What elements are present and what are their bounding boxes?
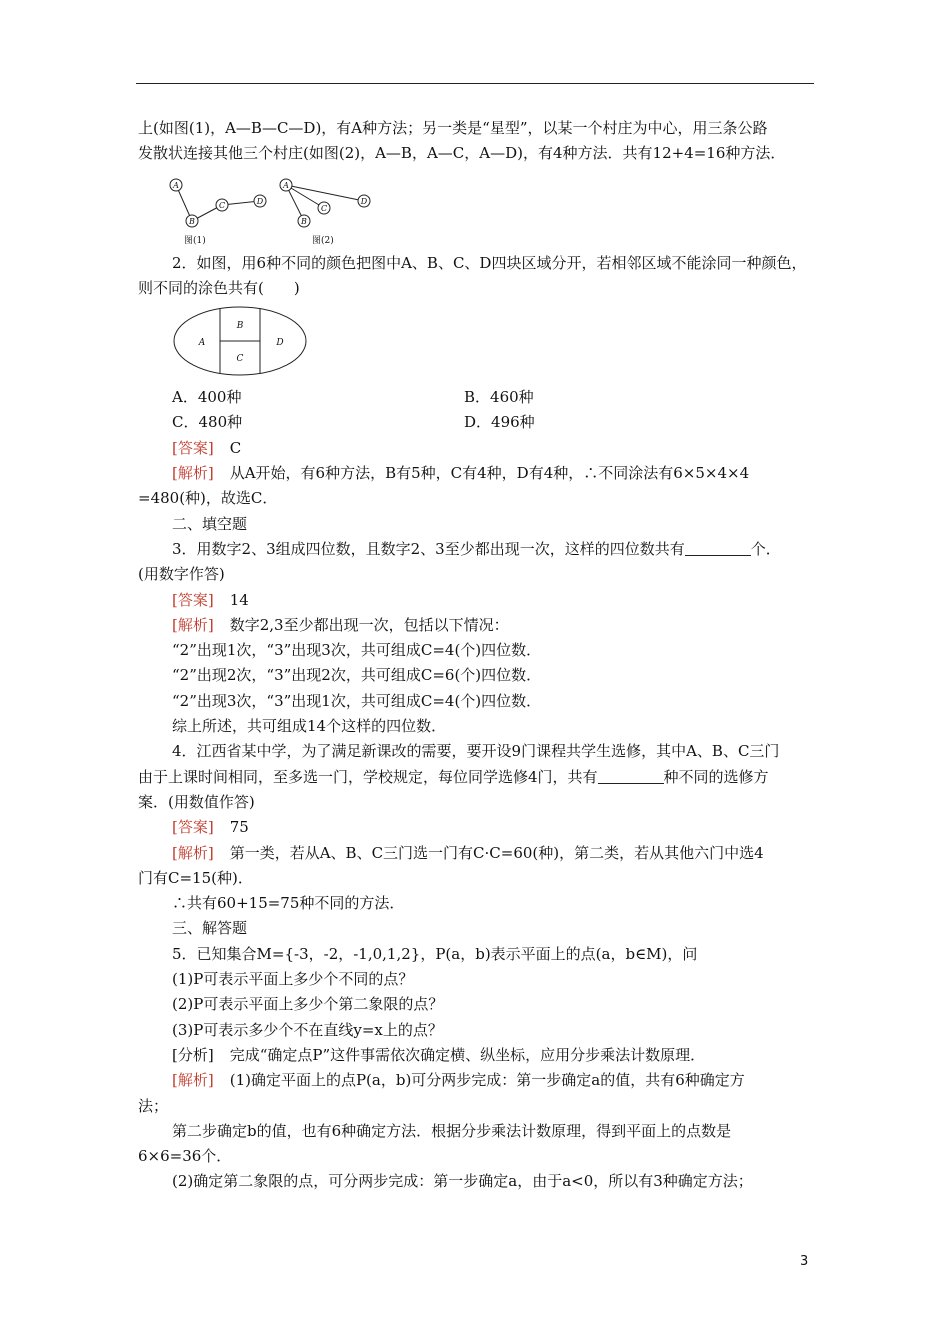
text-line: (3)P可表示多少个不在直线y=x上的点？	[172, 1020, 443, 1039]
text-line: 则不同的涂色共有( )	[138, 278, 300, 297]
node-label: A	[283, 180, 289, 190]
answer-blank	[685, 541, 751, 556]
analysis-line: [解析] 数字2,3至少都出现一次，包括以下情况：	[172, 615, 509, 634]
text-line: “2”出现3次，“3”出现1次，共可组成C=4(个)四位数．	[172, 691, 542, 710]
text-line: (2)确定第二象限的点，可分两步完成：第一步确定a，由于a<0，所以有3种确定方法；	[172, 1172, 753, 1191]
text-line: 案．(用数值作答)	[138, 792, 255, 811]
text-line: “2”出现2次，“3”出现2次，共可组成C=6(个)四位数．	[172, 666, 542, 685]
text-line: =480(种)，故选C．	[138, 489, 278, 508]
node-label: D	[360, 196, 368, 206]
text-line: 门有C=15(种)．	[138, 868, 253, 887]
figure-caption: 图(2)	[312, 235, 334, 246]
text-line: (用数字作答)	[138, 565, 225, 584]
choice-c: C．480种	[172, 413, 243, 432]
choice-list	[138, 385, 814, 436]
text-line: 综上所述，共可组成14个这样的四位数．	[172, 717, 447, 736]
document-body	[138, 116, 814, 1195]
answer-blank	[598, 769, 664, 784]
analysis-tag: [解析]	[172, 843, 214, 862]
text-line: “2”出现1次，“3”出现3次，共可组成C=4(个)四位数．	[172, 641, 542, 660]
question-line: 4．江西省某中学，为了满足新课改的需要，要开设9门课程共学生选修，其中A、B、C三门	[172, 742, 780, 761]
answer-line: [答案] 14	[172, 590, 249, 609]
text-line: 6×6=36个．	[138, 1147, 232, 1166]
answer-line: [答案] C	[172, 438, 242, 457]
analysis-tag: [解析]	[172, 464, 214, 483]
text-line: 上(如图(1)，A—B—C—D)，有A种方法；另一类是“星型”，以某一个村庄为中心，用三条公路	[138, 119, 768, 137]
analysis-tag: [解析]	[172, 615, 214, 634]
analysis-line: [解析] (1)确定平面上的点P(a，b)可分两步完成：第一步确定a的值，共有6种确定方	[172, 1071, 745, 1090]
question-line: 5．已知集合M={-3，-2，-1,0,1,2}，P(a，b)表示平面上的点(a，b∈M)，问	[172, 944, 698, 963]
region-label: B	[236, 321, 244, 332]
village-road-figure	[168, 175, 418, 247]
node-label: C	[218, 200, 226, 210]
answer-tag: [答案]	[172, 818, 214, 837]
text-line: 法；	[138, 1096, 169, 1115]
text-line: (2)P可表示平面上多少个第二象限的点？	[172, 995, 444, 1014]
section-heading: 二、填空题	[172, 514, 248, 533]
analysis-line: [分析] 完成“确定点P”这件事需依次确定横、纵坐标，应用分步乘法计数原理．	[172, 1045, 706, 1064]
node-label: B	[301, 216, 307, 226]
figure-caption: 图(1)	[184, 235, 206, 246]
choice-a: A．400种	[172, 388, 242, 407]
analysis-line: [解析] 从A开始，有6种方法，B有5种，C有4种，D有4种，∴不同涂法有6×5×4×4	[172, 464, 750, 483]
region-label: C	[236, 354, 244, 365]
choice-b: B．460种	[464, 388, 534, 407]
text-line: ∴共有60+15=75种不同的方法．	[172, 894, 405, 913]
analysis-tag: [解析]	[172, 1071, 214, 1090]
text-line: 发散状连接其他三个村庄(如图(2)，A—B，A—C，A—D)，有4种方法．共有12+4=16种方法．	[138, 144, 786, 163]
node-label: D	[256, 196, 264, 206]
question-line: 3．用数字2、3组成四位数，且数字2、3至少都出现一次，这样的四位数共有 个．	[172, 539, 781, 558]
answer-tag: [答案]	[172, 590, 214, 609]
region-label: A	[198, 338, 206, 349]
four-region-figure	[172, 305, 308, 377]
section-heading: 三、解答题	[172, 919, 248, 938]
page-number: 3	[800, 1254, 809, 1269]
text-line: (1)P可表示平面上多少个不同的点？	[172, 970, 414, 989]
text-line: 2．如图，用6种不同的颜色把图中A、B、C、D四块区域分开，若相邻区域不能涂同一种颜色，	[172, 253, 807, 272]
analysis-tag: [分析]	[172, 1045, 214, 1064]
node-label: A	[173, 180, 179, 190]
choice-d: D．496种	[464, 413, 535, 432]
analysis-line: [解析] 第一类，若从A、B、C三门选一门有C·C=60(种)，第二类，若从其他六门中选4	[172, 843, 764, 862]
answer-tag: [答案]	[172, 438, 214, 457]
region-label: D	[276, 338, 284, 349]
node-label: B	[189, 216, 195, 226]
answer-line: [答案] 75	[172, 818, 249, 837]
header-rule	[136, 83, 814, 84]
text-line: 第二步确定b的值，也有6种确定方法．根据分步乘法计数原理，得到平面上的点数是	[172, 1121, 732, 1140]
question-line: 由于上课时间相同，至多选一门，学校规定，每位同学选修4门，共有 种不同的选修方	[138, 767, 769, 786]
node-label: C	[320, 203, 328, 213]
